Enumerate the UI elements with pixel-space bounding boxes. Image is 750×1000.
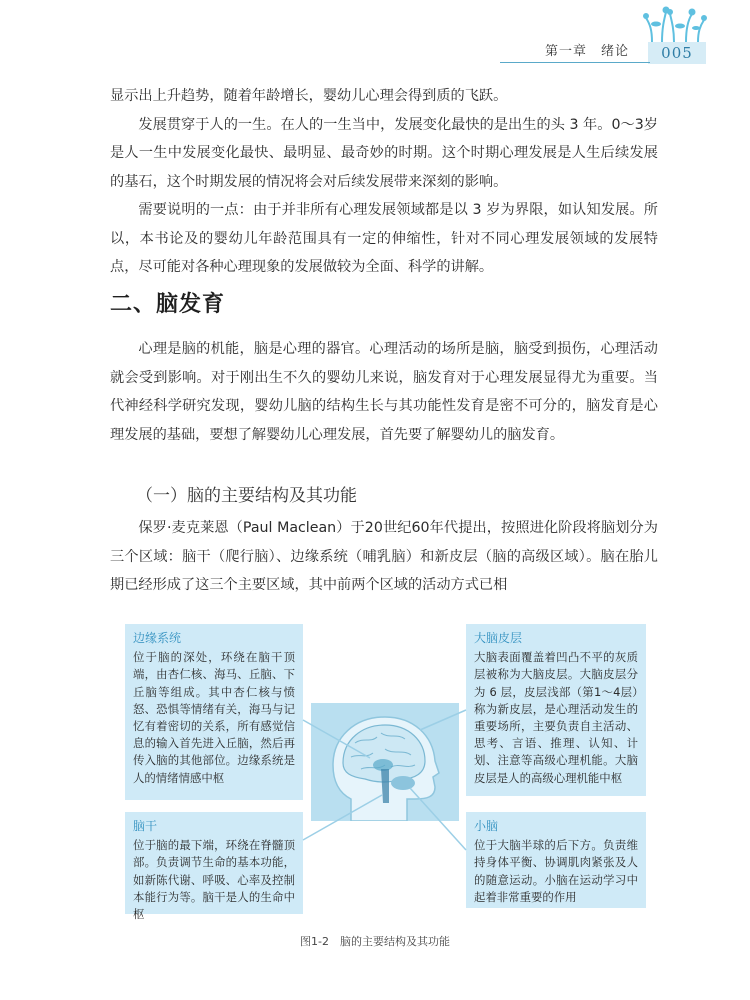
brainstem-text: 位于脑的最下端，环绕在脊髓顶部。负责调节生命的基本功能，如新陈代谢、呼吸、心率及控制本能行为等。脑干是人的生命中枢	[133, 838, 295, 922]
paragraph: 发展贯穿于人的一生。在人的一生当中，发展变化最快的是出生的头 3 年。0～3岁是人一生中发展变化最快、最明显、最奇妙的时期。这个时期心理发展是人生后续发展的基石，这个时期发展的情况将会对后续发展带来深刻的影响。	[110, 116, 658, 190]
paragraph: 心理是脑的机能，脑是心理的器官。心理活动的场所是脑，脑受到损伤，心理活动就会受到影响。对于刚出生不久的婴幼儿来说，脑发育对于心理发展显得尤为重要。当代神经科学研究发现，婴幼儿脑的结构生长与其功能性发育是密不可分的，脑发育是心理发展的基础，要想了解婴幼儿心理发展，首先要了解婴幼儿的脑发育。	[110, 341, 658, 443]
chapter-title: 第一章 绪论	[545, 44, 630, 59]
cerebellum-title: 小脑	[474, 819, 499, 833]
subsection-heading: （一）脑的主要结构及其功能	[136, 486, 357, 506]
limbic-system-title: 边缘系统	[133, 631, 182, 645]
figure-caption: 图1-2 脑的主要结构及其功能	[300, 935, 450, 948]
brainstem-title: 脑干	[133, 819, 158, 833]
cerebral-cortex-text: 大脑表面覆盖着凹凸不平的灰质层被称为大脑皮层。大脑皮层分为 6 层，皮层浅部（第1～4层）称为新皮层，是心理活动发生的重要场所，主要负责自主活动、思考、言语、推理、认知、计划、注意等高级心理机能。大脑皮层是人的高级心理机能中枢	[474, 650, 638, 785]
cerebral-cortex-title: 大脑皮层	[474, 631, 523, 645]
paragraph: 显示出上升趋势，随着年龄增长，婴幼儿心理会得到质的飞跃。	[110, 88, 508, 104]
limbic-system-text: 位于脑的深处，环绕在脑干顶端，由杏仁核、海马、丘脑、下丘脑等组成。其中杏仁核与愤怒、恐惧等情绪有关，海马与记忆有着密切的关系，所有感觉信息的输入首先进入丘脑，然后再传入脑的其他部位。边缘系统是人的情绪情感中枢	[133, 650, 295, 785]
paragraph: 需要说明的一点：由于并非所有心理发展领域都是以 3 岁为界限，如认知发展。所以，本书论及的婴幼儿年龄范围具有一定的伸缩性，针对不同心理发展领域的发展特点，尽可能对各种心理现象的发展做较为全面、科学的讲解。	[110, 202, 658, 275]
page-number: 005	[648, 42, 706, 64]
section-heading: 二、脑发育	[110, 292, 226, 317]
cerebellum-text: 位于大脑半球的后下方。负责维持身体平衡、协调肌肉紧张及人的随意运动。小脑在运动学习中起着非常重要的作用	[474, 838, 638, 904]
paragraph: 保罗·麦克莱恩（Paul Maclean）于20世纪60年代提出，按照进化阶段将脑划分为三个区域：脑干（爬行脑）、边缘系统（哺乳脑）和新皮层（脑的高级区域）。脑在胎儿期已经形成了这三个主要区域，其中前两个区域的活动方式已相	[110, 520, 658, 593]
